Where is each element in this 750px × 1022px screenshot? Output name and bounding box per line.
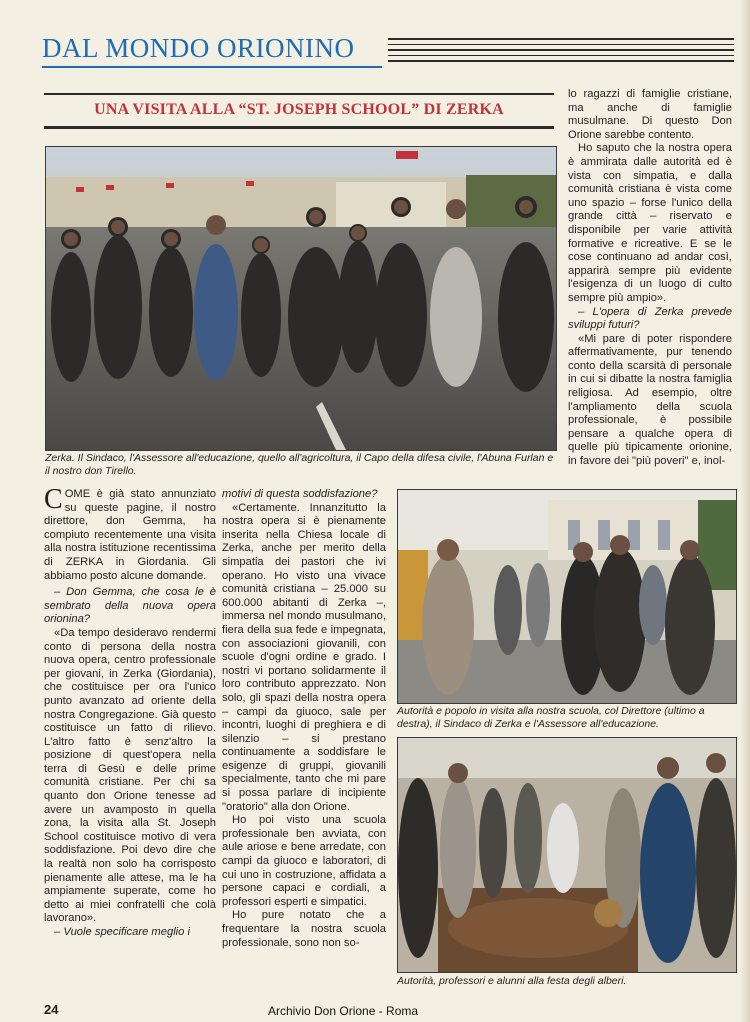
left-question: – Don Gemma, che cosa le è sembrato della nuova opera orionina? bbox=[44, 586, 216, 626]
middle-paragraph: «Certamente. Innanzitutto la nostra opera si è pienamente inserita nella Chiesa locale di Zerka, anche per merito della simpatia dei pastori che ivi operano. Ho visto una vivace comunità cristiana – 25.000 su 600.000 abitanti di Zerka –, immersa nel mondo musulmano, fiera della sua fede e impegnata, con associazioni giovanili, con scuole d'ogni ordine e grado. I nostri vi portano solidarmente il loro contributo apprezzato. Non solo, gli spazi della nostra opera – campi da giuoco, sale per incontri, luoghi di preghiera e di silenzio – si prestano continuamente a soddisfare le esigenze di gruppi, giovanili specialmente, tanto che mi pare si possa parlare di incipiente "oratorio" alla don Orione. bbox=[222, 501, 386, 813]
left-question: – Vuole specificare meglio i bbox=[54, 926, 190, 938]
right-top-question: – L'opera di Zerka prevede sviluppi futuri? bbox=[568, 305, 732, 332]
middle-paragraph: Ho pure notato che a frequentare la nostra scuola professionale, sono non so- bbox=[222, 909, 386, 949]
middle-paragraph: Ho poi visto una scuola professionale ben avviata, con aule ariose e bene arredate, con campi da giuoco e laboratori, di cui uno in costruzione, affidata a persone capaci e cordiali, a professori esperti e simpatici. bbox=[222, 814, 386, 908]
left-column bbox=[44, 484, 216, 940]
archive-label: Archivio Don Orione - Roma bbox=[268, 1004, 419, 1018]
middle-column bbox=[222, 488, 386, 950]
masthead-rule-lines bbox=[388, 38, 734, 66]
page-number: 24 bbox=[44, 1002, 59, 1017]
intro-text: OME è già stato annunziato su queste pagine, il nostro direttore, don Gemma, ha compiuto recentemente una visita alla nostra istituzione recentissima di ZERKA in Giordania. Gli abbiamo posto alcune domande. bbox=[44, 488, 216, 582]
section-title: DAL MONDO ORIONINO bbox=[42, 33, 355, 63]
title-rule-top bbox=[44, 93, 554, 95]
article-title: UNA VISITA ALLA “ST. JOSEPH SCHOOL” DI ZERKA bbox=[94, 101, 504, 118]
left-paragraph: «Da tempo desideravo rendermi conto di persona della nostra nuova opera, centro professionale per giovani, in Zerka (Giordania), che costituisce per ora l'unico punto avanzato ad oriente della nostra Congregazione. Già questo costituisce un fatto di rilievo. L'altro fatto è senz'altro la posizione di quest'opera nella terra di Gesù e delle prime comunità cristiane. Per chi sa quanto don Orione tenesse ad avere un avamposto in quella zona, la visita alla St. Joseph School costituisce motivo di vera soddisfazione. Poi devo dire che la realtà non solo ha corrisposto pienamente alle attese, ma le ha ampiamente superate, come ho detto ai miei confratelli che colà lavorano». bbox=[44, 626, 216, 925]
right-top-paragraph: «Mi pare di poter rispondere affermativamente, pur tenendo conto della scarsità di personale in cui si dibatte la nostra famiglia religiosa. Ad esempio, oltre l'ampliamento della scuola professionale, è possibile pensare a qualche opera di quelle più tipicamente orionine, in favore dei "più poveri" e, inol- bbox=[568, 332, 732, 468]
middle-question: motivi di questa soddisfazione? bbox=[222, 488, 378, 500]
main-group-photo bbox=[45, 146, 557, 451]
right-column-top bbox=[568, 88, 732, 469]
right-top-paragraph: Ho saputo che la nostra opera è ammirata dalle autorità ed è vista con simpatia, e dalla comunità cristiana è vista come uno spazio – forse l'unico della grande città – riservato e disponibile per varie attività formative e ricreative. E se le cose continuano ad andar così, apparirà sempre più evidente l'esigenza di un luogo di culto sempre più ampio». bbox=[568, 142, 732, 304]
section-title-underline bbox=[42, 66, 382, 68]
drop-cap: C bbox=[44, 484, 63, 515]
intro-paragraph bbox=[44, 484, 216, 583]
school-photo-caption: Autorità e popolo in visita alla nostra scuola, col Direttore (ultimo a destra), il Sindaco di Zerka e l'Assessore all'educazione. bbox=[397, 705, 705, 730]
tree-photo-caption: Autorità, professori e alunni alla festa degli alberi. bbox=[397, 975, 627, 987]
right-top-paragraph: lo ragazzi di famiglie cristiane, ma anche di famiglie musulmane. Di questo Don Orione sarebbe contento. bbox=[568, 88, 732, 141]
main-photo-caption: Zerka. Il Sindaco, l'Assessore all'educazione, quello all'agricoltura, il Capo della difesa civile, l'Abuna Furlan e il nostro don Tirello. bbox=[45, 452, 554, 477]
title-rule-bottom bbox=[44, 126, 554, 129]
page-edge-shadow bbox=[740, 0, 750, 1022]
school-visit-photo bbox=[397, 489, 737, 704]
tree-festival-photo bbox=[397, 737, 737, 973]
